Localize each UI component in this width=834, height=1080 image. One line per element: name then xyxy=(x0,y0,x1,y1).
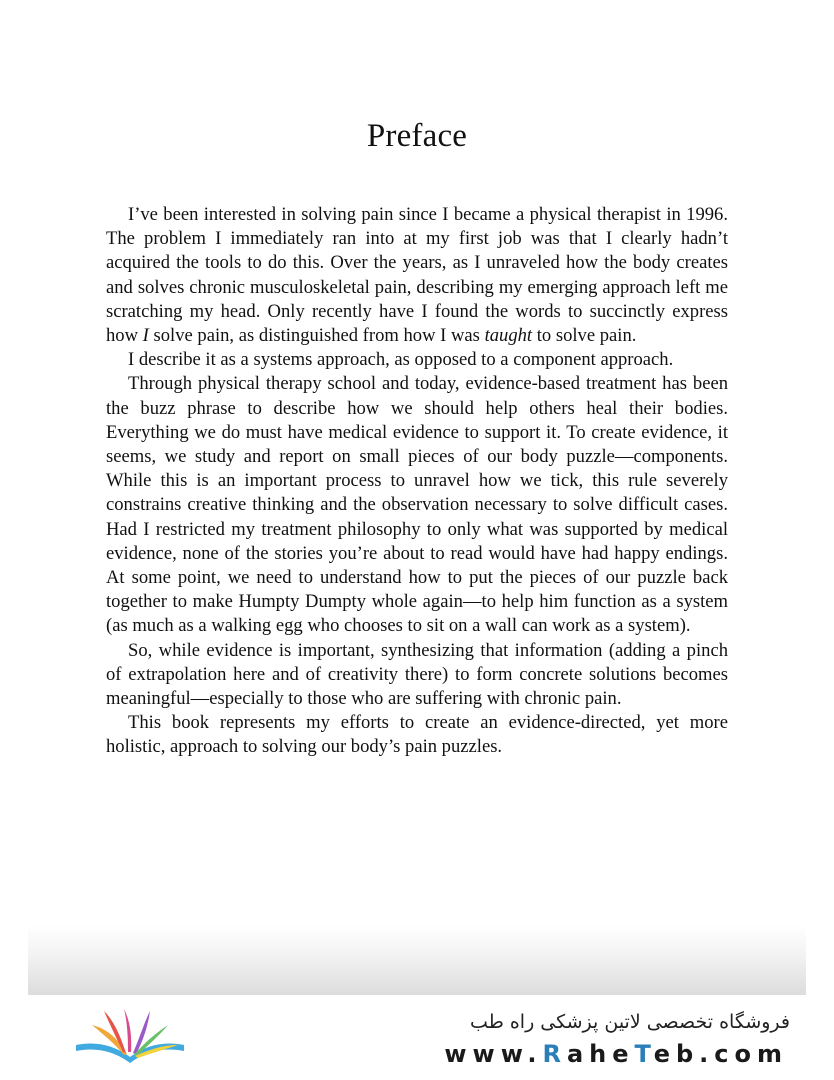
store-name: فروشگاه تخصصی لاتین پزشکی راه طب xyxy=(470,1011,790,1033)
emphasis-taught: taught xyxy=(484,325,533,347)
open-book-rainbow-icon xyxy=(70,1005,190,1069)
paragraph-5: This book represents my efforts to create an evidence-directed, yet more holistic, approach to solving our body’s pain puzzles. xyxy=(106,712,728,758)
paragraph-4: So, while evidence is important, synthesizing that information (adding a pinch of extrapolation here and of creativity there) to form concrete solutions becomes meaningful—especially to those who are suffering with chronic pain. xyxy=(106,639,728,710)
paragraph-3: Through physical therapy school and today, evidence-based treatment has been the buzz phrase to describe how we should help others heal their bodies. Everything we do must have medical evidence to support it. To create evidence, it seems, we study and report on small pieces of our body puzzle—components. While this is an important process to unravel how we tick, this rule severely constrains creative thinking and the observation necessary to solve difficult cases. Had I restricted my treatment philosophy to only what was supported by medical evidence, none of the stories you’re about to read would have had happy endings. At some point, we need to understand how to put the pieces of our puzzle back together to make Humpty Dumpty whole again—to help him function as a system (as much as a walking egg who chooses to sit on a wall can work as a system). xyxy=(106,373,728,637)
paragraph-1-text-c: to solve pain. xyxy=(532,325,637,347)
page-title: Preface xyxy=(366,118,468,154)
url-accent-t: T xyxy=(634,1040,654,1068)
paragraph-1 xyxy=(106,203,728,348)
emphasis-I: I xyxy=(142,325,149,347)
paragraph-2: I describe it as a systems approach, as opposed to a component approach. xyxy=(128,349,674,371)
paragraph-1-text-a: I’ve been interested in solving pain since I became a physical therapist in 1996. The problem I immediately ran into at my first job was that I clearly hadn’t acquired the tools to do this. Over the years, as I unraveled how the body creates and solves chronic musculoskeletal pain, describing my emerging approach left me scratching my head. Only recently have I found the words to succinctly express how xyxy=(106,204,728,347)
url-part: www. xyxy=(444,1040,543,1068)
website-url xyxy=(444,1040,788,1068)
page-bottom-shadow xyxy=(28,925,806,995)
paragraph-1-text-b: solve pain, as distinguished from how I was xyxy=(148,325,485,347)
watermark-footer xyxy=(0,995,834,1080)
url-part: eb.com xyxy=(653,1040,788,1068)
url-accent-r: R xyxy=(542,1040,567,1068)
url-part: ahe xyxy=(566,1040,635,1068)
preface-body xyxy=(106,203,728,760)
